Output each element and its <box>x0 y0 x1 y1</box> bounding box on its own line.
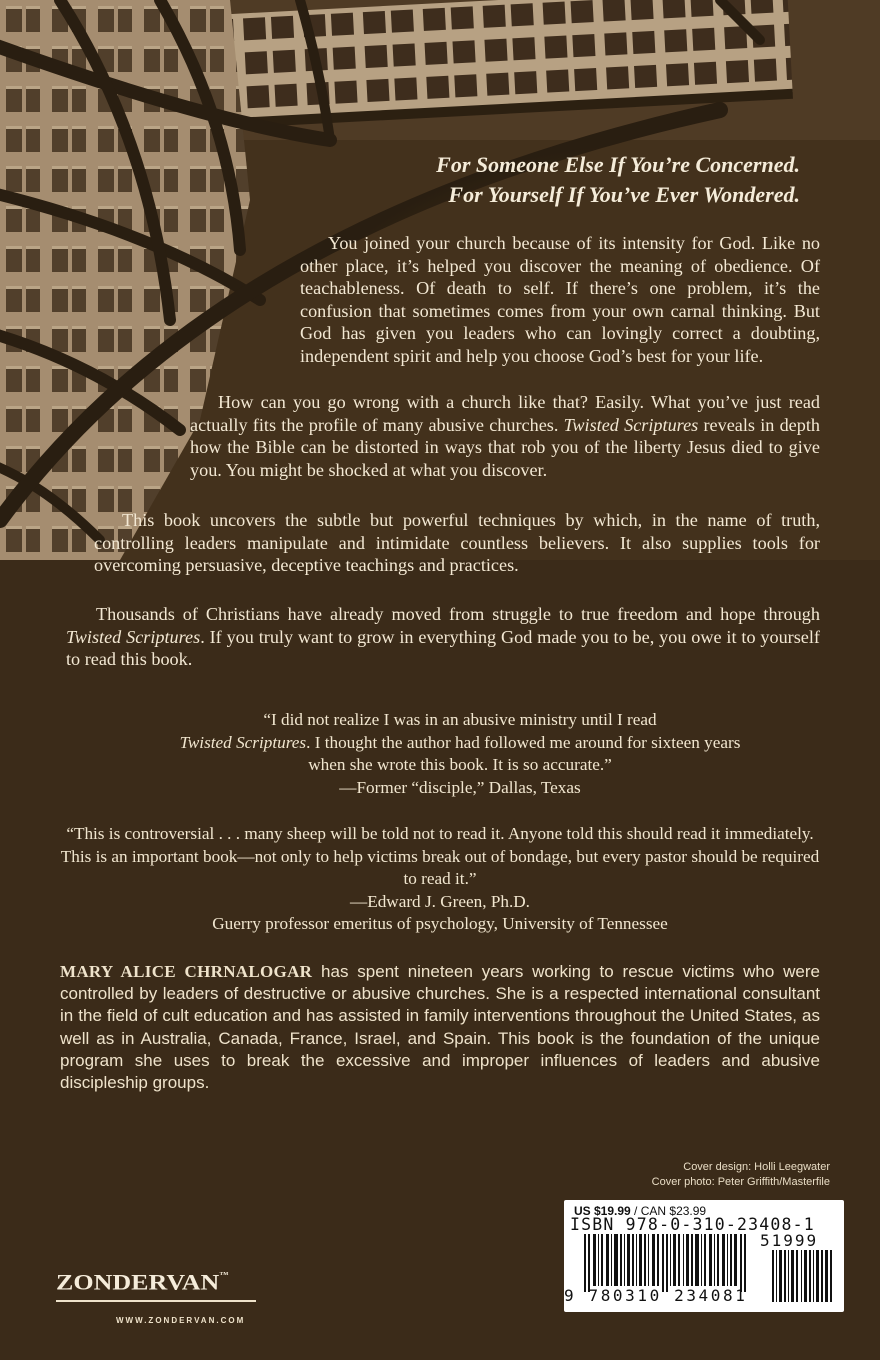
quote-1-line-a: “I did not realize I was in an abusive ministry until I read <box>263 710 657 729</box>
body-paragraph-1: You joined your church because of its intensity for God. Like no other place, it’s helped you discover the meaning of obedience. Of teachableness. Of death to self. If there’s one problem, it’s the confusion that sometimes comes from your own carnal thinking. But God has given you leaders who can lovingly correct a doubting, independent spirit and help you choose God’s best for your life. <box>300 233 820 366</box>
endorsement-quote-2 <box>40 823 840 936</box>
ean-barcode <box>570 1234 760 1292</box>
book-title-italic: Twisted Scriptures <box>563 414 699 435</box>
author-name: MARY ALICE CHRNALOGAR <box>60 962 313 981</box>
paragraph-4-text-a: Thousands of Christians have already moved from struggle to true freedom and hope through <box>96 604 820 624</box>
isbn-text: ISBN 978-0-310-23408-1 <box>570 1215 815 1234</box>
logo-wordmark: ZONDERVAN <box>56 1270 220 1295</box>
price-can: / CAN $23.99 <box>630 1204 707 1218</box>
supplement-barcode <box>770 1250 834 1302</box>
tagline-line-2: For Yourself If You’ve Ever Wondered. <box>448 182 800 207</box>
body-paragraph-2 <box>190 391 820 481</box>
book-title-italic: Twisted Scriptures <box>179 732 307 752</box>
paragraph-4-text-b: . If you truly want to grow in everything God made you to be, you owe it to yourself to read this book. <box>66 626 820 670</box>
quote-2-attribution: —Edward J. Green, Ph.D. <box>350 891 530 911</box>
quote-1-body <box>160 732 760 777</box>
cover-design-credit: Cover design: Holli Leegwater <box>683 1161 830 1173</box>
logo-underline <box>56 1300 256 1302</box>
quote-1-attribution: —Former “disciple,” Dallas, Texas <box>339 777 581 797</box>
barcode-panel <box>564 1200 844 1312</box>
price-us: US $19.99 <box>574 1204 631 1218</box>
zondervan-logo <box>56 1270 228 1296</box>
paragraph-2-text-b: reveals in depth how the Bible can be distorted in ways that rob you of the liberty Jesus died to give you. You might be shocked at what you discover. <box>190 414 820 480</box>
author-bio-text: has spent nineteen years working to rescue victims who were controlled by leaders of destructive or abusive churches. She is a respected international consultant in the field of cult education and has assisted in family interventions throughout the United States, as well as in Australia, Canada, France, Israel, and Spain. This book is the foundation of the unique program she uses to break the excessive and improper influences of leaders and abusive discipleship groups. <box>60 962 821 1093</box>
body-paragraph-4 <box>66 603 820 671</box>
author-bio <box>60 961 820 1094</box>
quote-2-role: Guerry professor emeritus of psychology, University of Tennessee <box>212 914 668 934</box>
supplement-number: 51999 <box>760 1231 819 1250</box>
body-paragraph-3: This book uncovers the subtle but powerful techniques by which, in the name of truth, controlling leaders manipulate and intimidate countless believers. It also supplies tools for overcoming persuasive, deceptive teachings and practices. <box>94 510 820 576</box>
book-title-italic: Twisted Scriptures <box>66 626 201 647</box>
publisher-url: WWW.ZONDERVAN.COM <box>116 1316 246 1325</box>
cover-credits <box>652 1160 830 1190</box>
paragraph-2-text-a: How can you go wrong with a church like that? Easily. What you’ve just read actually fits the profile of many abusive churches. <box>190 392 820 435</box>
quote-2-text: “This is controversial . . . many sheep will be told not to read it. Anyone told this should read it immediately. This is an important book—not only to help victims break out of bondage, but every pastor should be required to read it.” <box>60 824 820 889</box>
ean-number: 9 780310 234081 <box>564 1286 748 1305</box>
tagline-line-1: For Someone Else If You’re Concerned. <box>436 152 800 177</box>
trademark-symbol: ™ <box>219 1270 229 1279</box>
quote-1-text-b: . I thought the author had followed me around for sixteen years when she wrote this book. It is so accurate.” <box>306 732 741 775</box>
endorsement-quote-1 <box>160 709 760 799</box>
tagline <box>340 150 800 210</box>
cover-photo-credit: Cover photo: Peter Griffith/Masterfile <box>651 1176 830 1188</box>
